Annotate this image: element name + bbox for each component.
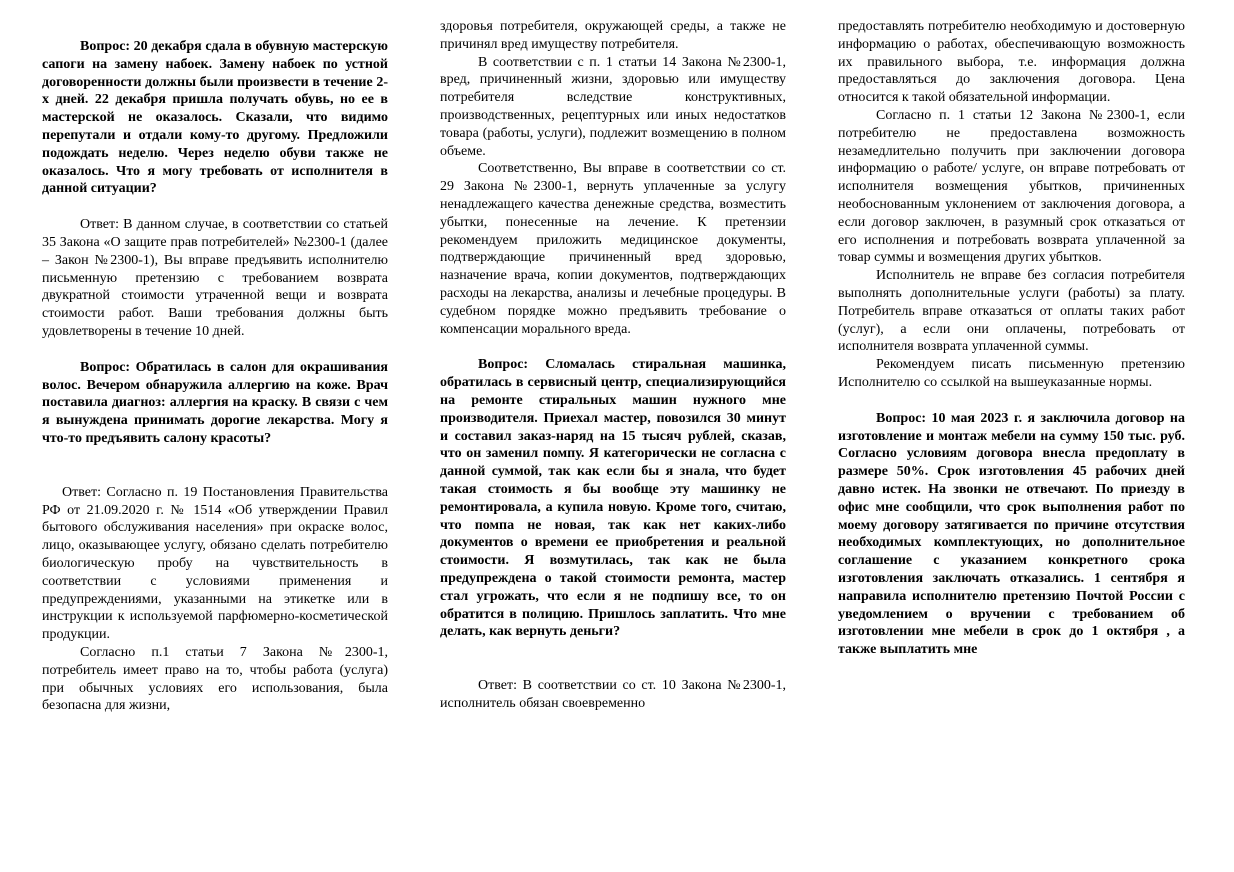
question-washing-machine: Вопрос: Сломалась стиральная машинка, обратилась в сервисный центр, специализирующийся на ремонте стиральных машин нужного мне производителя. Приехал мастер, повозился 30 минут и составил заказ-наряд на 15 тысяч рублей, сказав, что он заменил помпу. Я категорически не согласна с данной суммой, так как если бы я знала, что будет такая стоимость я бы вообще эту машинку не ремонтировала, а купила новую. Кроме того, считаю, что помпа не новая, так как нет каких-либо документов о времени ее приобретения и реальной стоимости. Я возмутилась, так как не была предупреждена о такой стоимости ремонта, мастер стал угрожать, что если я не подпишу все, то он обратится в полицию. Пришлось заплатить. Что мне делать, как вернуть деньги? [440, 357, 786, 640]
column-1 [42, 38, 388, 715]
question-furniture: Вопрос: 10 мая 2023 г. я заключила договор на изготовление и монтаж мебели на сумму 150 тыс. руб. Согласно условиям договора внесла предоплату в размере 50%. Срок изготовления 45 рабочих дней давно истек. На звонки не отвечают. По приезду в офис мне сообщили, что срок выполнения работ по моему договору затягивается по причине отсутствия необходимых комплектующих, но дополнительное соглашение с указанием конкретного срока изготовления заключать отказались. 1 сентября я направила исполнителю претензию Почтой России с уведомлением о вручении с требованием об изготовлении мне мебели в срок до 1 октября , а также выплатить мне [838, 410, 1185, 658]
paragraph-recommendation: Рекомендуем писать письменную претензию Исполнителю со ссылкой на вышеуказанные нормы. [838, 357, 1185, 390]
answer-hair-salon-continued: Согласно п.1 статьи 7 Закона №2300-1, потребитель имеет право на то, чтобы работа (услуга) при обычных условиях его использования, была безопасна для жизни, [42, 644, 388, 714]
question-shoes: Вопрос: 20 декабря сдала в обувную мастерскую сапоги на замену набоек. Замену набоек по устной договоренности должны были произвести в течение 2-х дней. 22 декабря пришла получать обувь, но ее в мастерской не оказалось. Сказали, что видимо перепутали и отдали кому-то другому. Предложили подождать неделю. Через неделю обуви также не оказалось. Что я могу требовать от исполнителя в данной ситуации? [42, 39, 388, 197]
paragraph-article-12: Согласно п. 1 статьи 12 Закона №2300-1, если потребителю не предоставлена возможность незамедлительно получить при заключении договора информацию о работе/ услуге, он вправе потребовать от исполнителя возмещения убытков, причиненных необоснованным уклонением от заключения договора, а если договор заключен, в разумный срок отказаться от его исполнения и потребовать возврата уплаченной за товар суммы и возмещения других убытков. [838, 107, 1185, 266]
paragraph-article-29: Соответственно, Вы вправе в соответствии со ст. 29 Закона №2300-1, вернуть уплаченные за услугу ненадлежащего качества денежные средства, возместить убытки, понесенные на лечение. К претензии рекомендуем приложить медицинское документы, подтверждающие причиненный вред здоровью, назначение врача, копии документов, подтверждающих расходы на лекарства, анализы и лечебные процедуры. В судебном порядке можно предъявить требование о компенсации морального вреда. [440, 161, 786, 337]
answer-shoes: Ответ: В данном случае, в соответствии со статьей 35 Закона «О защите прав потребителей» №2300-1 (далее – Закон №2300-1), Вы вправе предъявить исполнителю письменную претензию с требованием возврата двукратной стоимости утраченной вещи и возврата стоимости работ. Ваши требования должны быть удовлетворены в течение 10 дней. [42, 217, 388, 339]
answer-washing-machine: Ответ: В соответствии со ст. 10 Закона №2300-1, исполнитель обязан своевременно [440, 678, 786, 711]
column-3 [838, 18, 1185, 659]
question-hair-salon: Вопрос: Обратилась в салон для окрашивания волос. Вечером обнаружила аллергию на коже. Врач поставила диагноз: аллергия на краску. В связи с чем я вынуждена принимать дорогие лекарства. Могу я что-то предъявить салону красоты? [42, 359, 388, 446]
paragraph-article-14: В соответствии с п. 1 статьи 14 Закона №2300-1, вред, причиненный жизни, здоровью или имуществу потребителя вследствие конструктивных, производственных, рецептурных или иных недостатков товара (работы, услуги), подлежит возмещению в полном объеме. [440, 54, 786, 159]
column-2 [440, 18, 786, 713]
paragraph-continued: предоставлять потребителю необходимую и достоверную информацию о работах, обеспечивающую возможность их правильного выбора, т.е. информация должна предоставляться до заключения договора. Цена относится к такой обязательной информации. [838, 19, 1185, 106]
answer-hair-salon: Ответ: Согласно п. 19 Постановления Правительства РФ от 21.09.2020 г. № 1514 «Об утверждении Правил бытового обслуживания населения» при окраске волос, лицо, оказывающее услугу, обязано сделать потребителю биологическую пробу на чувствительность в соответствии с условиями применения и предупреждениями, указанными на этикетке или в инструкции к используемой парфюмерно-косметической продукции. [42, 484, 388, 643]
paragraph-additional-services: Исполнитель не вправе без согласия потребителя выполнять дополнительные услуги (работы) за плату. Потребитель вправе отказаться от оплаты таких работ (услуг), а если они оплачены, потребовать от исполнителя возврата уплаченной суммы. [838, 268, 1185, 355]
paragraph-continued: здоровья потребителя, окружающей среды, а также не причинял вред имуществу потребителя. [440, 19, 786, 52]
